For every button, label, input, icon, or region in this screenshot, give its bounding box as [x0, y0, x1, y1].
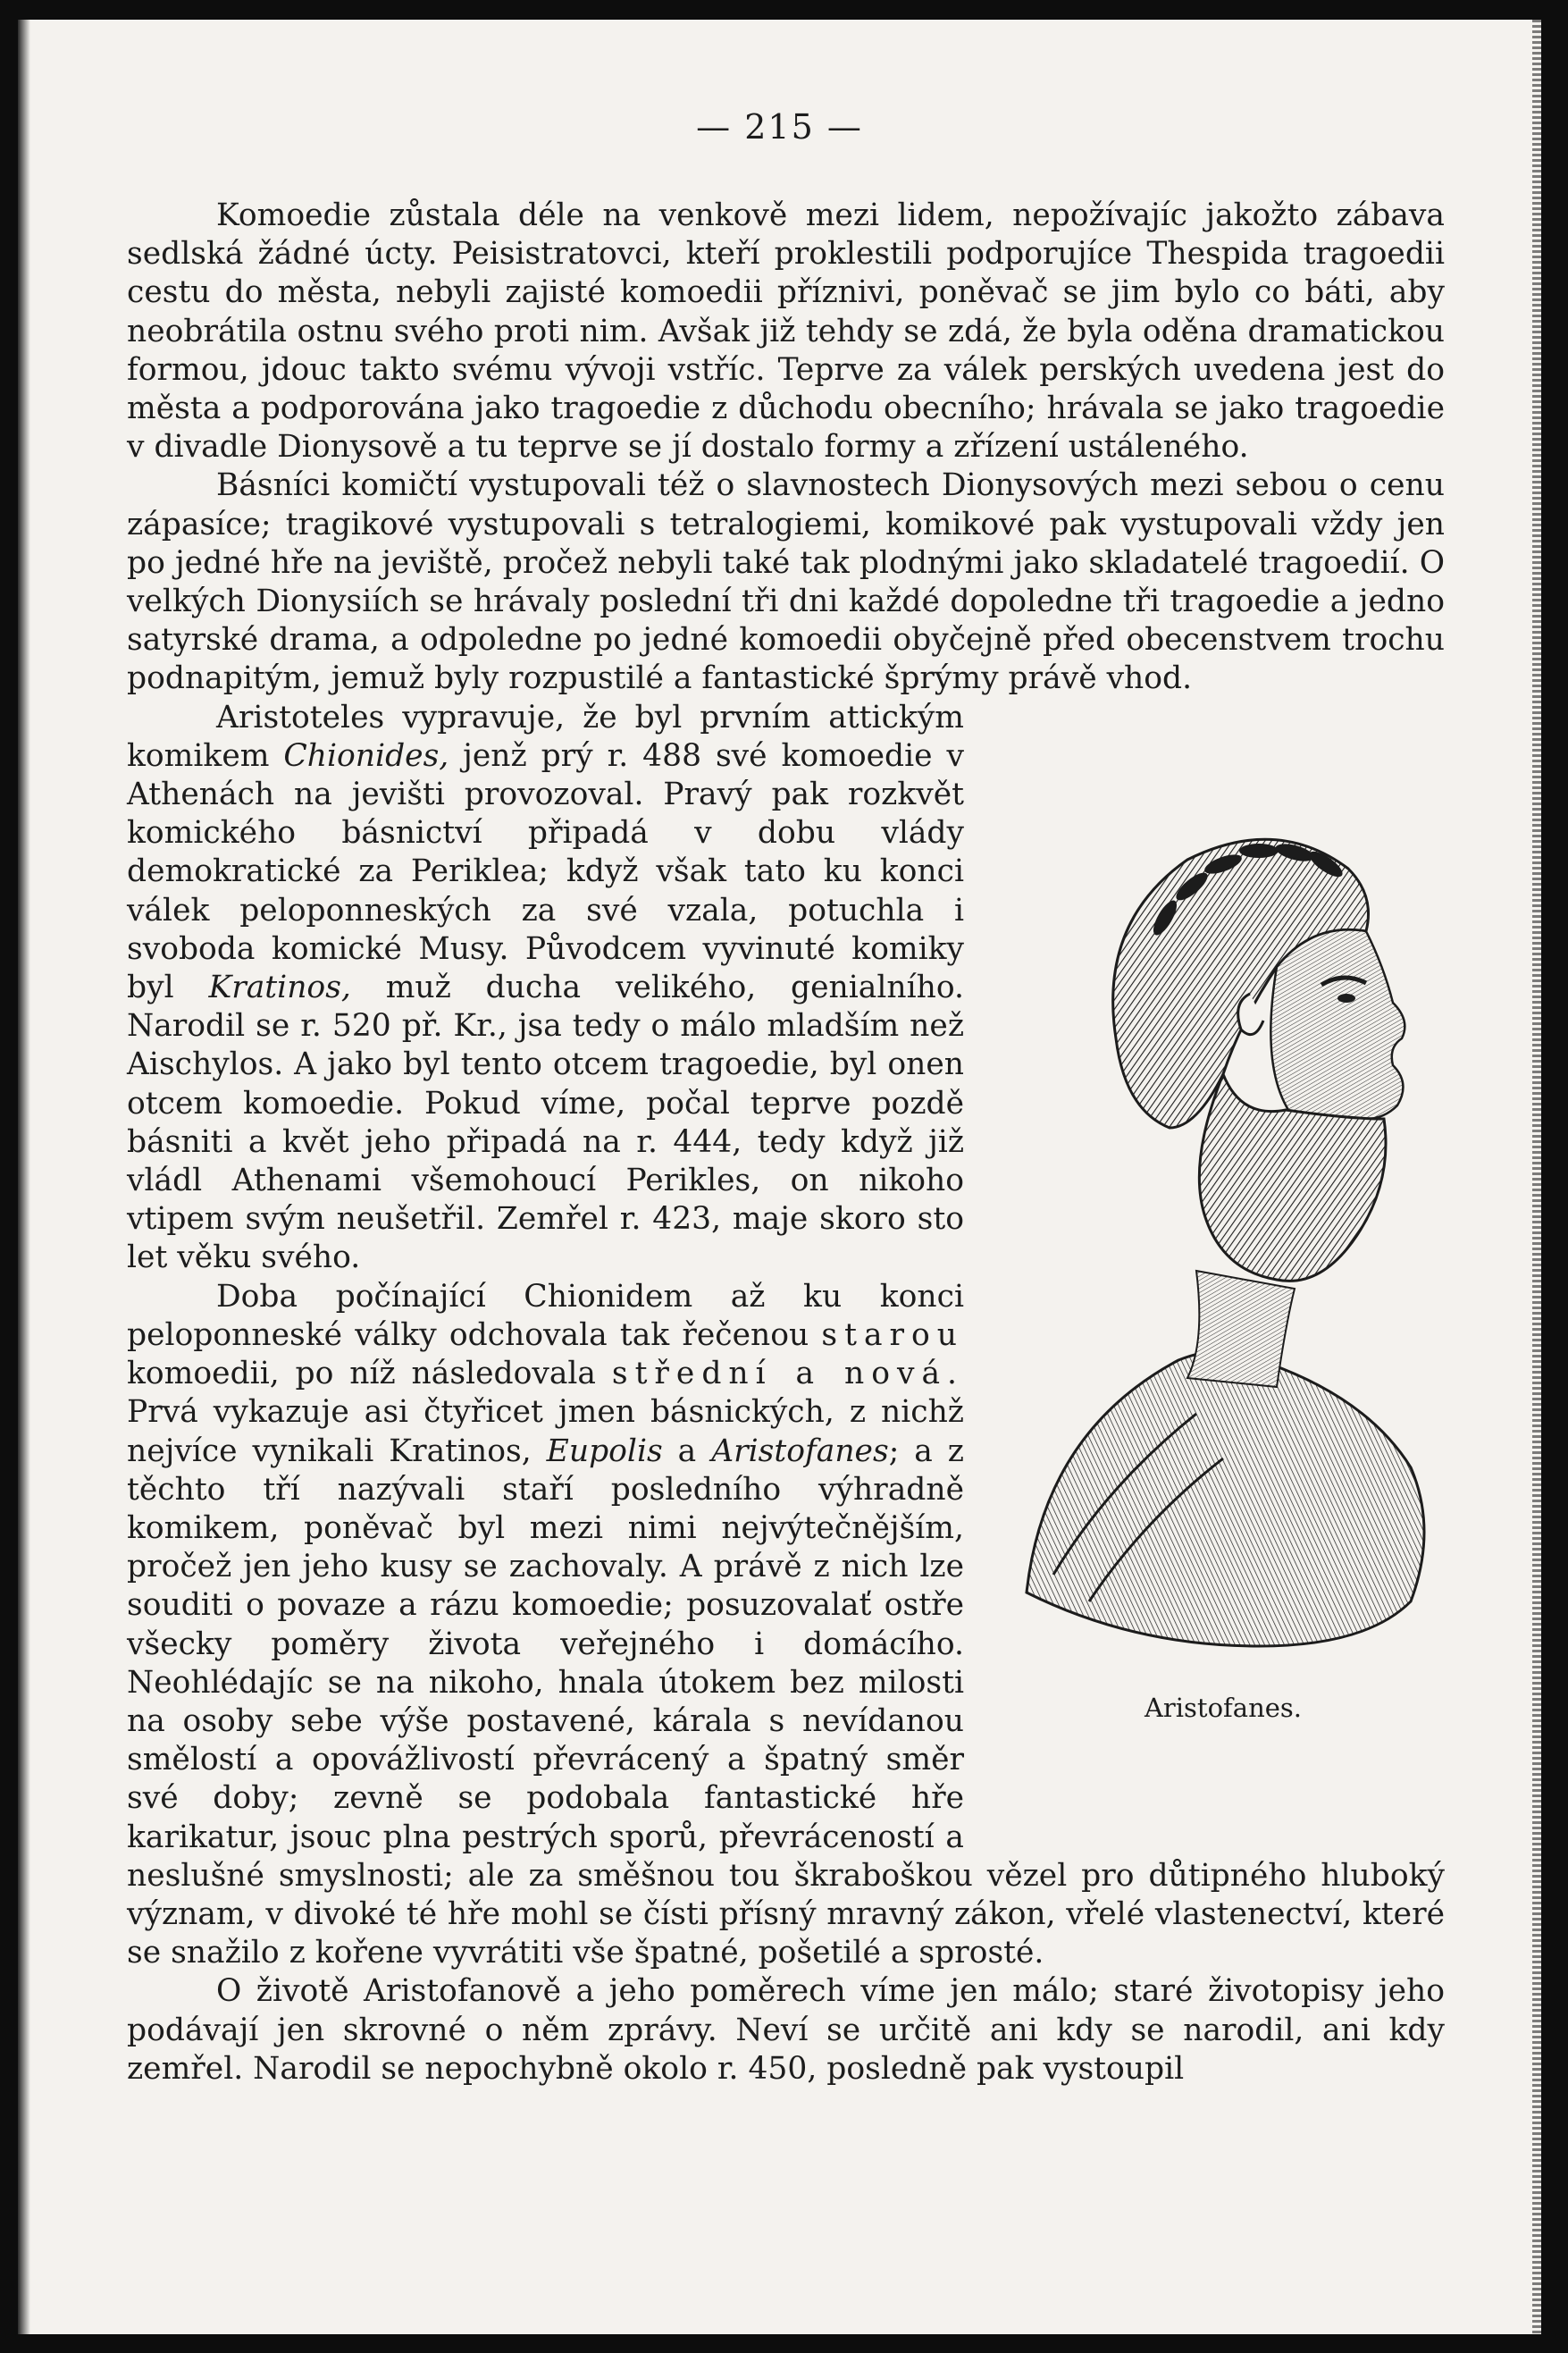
paragraph-3-text-c: muž ducha velikého, genialního. Narodil se r. 520 př. Kr., jsa tedy o málo mladším než Aischylos. A jako byl tento otcem tragoedie, byl onen otcem komoedie. Pokud víme, počal teprve pozdě básniti a květ jeho připadá na r. 444, tedy když již vládl Athenami všemohoucí Perikles, on nikoho vtipem svým neušetřil. Zemřel r. 423, maje skoro sto let věku svého.: [127, 970, 965, 1276]
term-nova: nová.: [843, 1356, 964, 1392]
paragraph-3-text-a: Aristoteles vypravuje, že byl prvním attickým komikem: [127, 699, 964, 774]
paragraph-2: [127, 466, 1445, 698]
book-page: [18, 20, 1541, 2334]
paragraph-4-text-b: komoedii, po níž následovala: [127, 1356, 612, 1392]
name-chionides: Chionides,: [283, 737, 449, 774]
figure-caption: Aristofanes.: [1144, 1692, 1303, 1723]
paragraph-1: Komoedie zůstala déle na venkově mezi lidem, nepožívajíc jakožto zábava sedlská žádné úcty. Peisistratovci, kteří proklestili podporujíce Thespida tragoedii cestu do města, nebyli zajisté komoedii příznivi, poněvač se jim bylo co báti, aby neobrátila ostnu svého proti nim. Avšak již tehdy se zdá, že byla oděna dramatickou formou, jdouc takto svému vývoji vstříc. Teprve za válek perských uvedena jest do města a podporována jako tragoedie z důchodu obecního; hrávala se jako tragoedie v divadle Dionysově a tu teprve se jí dostalo formy a zřízení ustáleného.: [127, 197, 1445, 466]
paragraph-4-text-a: Doba počínající Chionidem až ku konci peloponneské války odchovala tak řečenou: [127, 1278, 964, 1353]
page-edge: [1532, 20, 1541, 2334]
paragraph-4-text-f: ; a z těchto tří nazývali staří posledního výhradně komikem, poněvač byl mezi nimi nejvýtečnějším, pročež jen jeho kusy se zachovaly. A právě z nich lze souditi o povaze a rázu komoedie; posuzovalať ostře všecky poměry života veřejného i domácího. Neohlédajíc se na nikoho, hnala útokem bez milosti na osoby sebe výše postavené, kárala s nevídanou smělostí a opovážlivostí převrácený a špatný směr své doby; zevně se podobala fantastické hře karikatur, jsouc plna pestrých sporů, převráceností a neslušné smyslnosti; ale za směšnou tou škraboškou vězel pro důtipného hluboký význam, v divoké té hře mohl se čísti přísný mravný zákon, vřelé vlastenectví, které se snažilo z kořene vyvrátiti vše špatné, pošetilé a sprosté.: [127, 1433, 1445, 1971]
name-eupolis: Eupolis: [546, 1433, 663, 1469]
paragraph-4-text-d: Prvá vykazuje asi čtyřicet jmen básnických, z nichž nejvíce vynikali Kratinos,: [127, 1394, 964, 1469]
term-stredni: střední: [611, 1356, 773, 1392]
aristofanes-portrait-icon: [991, 699, 1455, 1735]
paragraph-5: O životě Aristofanově a jeho poměrech víme jen málo; staré životopisy jeho podávají jen skrovné o něm zprávy. Neví se určitě ani kdy se narodil, ani kdy zemřel. Narodil se nepochybně okolo r. 450, posledně pak vystoupil: [127, 1973, 1445, 2087]
body-text: [127, 197, 1445, 2088]
paragraph-2-text: Básníci komičtí vystupovali též o slavnostech Dionysových mezi sebou o cenu zápasíce; tragikové vystupovali s tetralogiemi, komikové pak vystupovali vždy jen po jedné hře na jeviště, pročež nebyli také tak plodnými jako skladatelé tragoedií. O velkých Dionysiích se hrávaly poslední tři dni každé dopoledne tři tragoedie a jedno satyrské drama, a odpoledne po jedné komoedii obyčejně před obecenstvem trochu podnapitým, jemuž byly rozpustilé a fantastické šprýmy právě vhod.: [127, 467, 1445, 697]
paragraph-4-text-c: a: [772, 1356, 844, 1392]
page-number: — 215 —: [696, 107, 863, 147]
term-starou: starou: [821, 1316, 964, 1353]
portrait-figure: [991, 699, 1455, 1825]
page-gutter-shadow: [18, 20, 30, 2334]
name-kratinos: Kratinos,: [208, 970, 351, 1006]
paragraph-3-text-b: jenž prý r. 488 své komoedie v Athenách na jevišti provozoval. Pravý pak rozkvět komického básnictví připadá v dobu vlády demokratické za Periklea; když však tato ku konci válek peloponneských za své vzala, potuchla i svoboda komické Musy. Původcem vyvinuté komiky byl: [127, 737, 964, 1006]
paragraph-4-text-e: a: [662, 1433, 712, 1469]
name-aristofanes: Aristofanes: [711, 1433, 889, 1469]
